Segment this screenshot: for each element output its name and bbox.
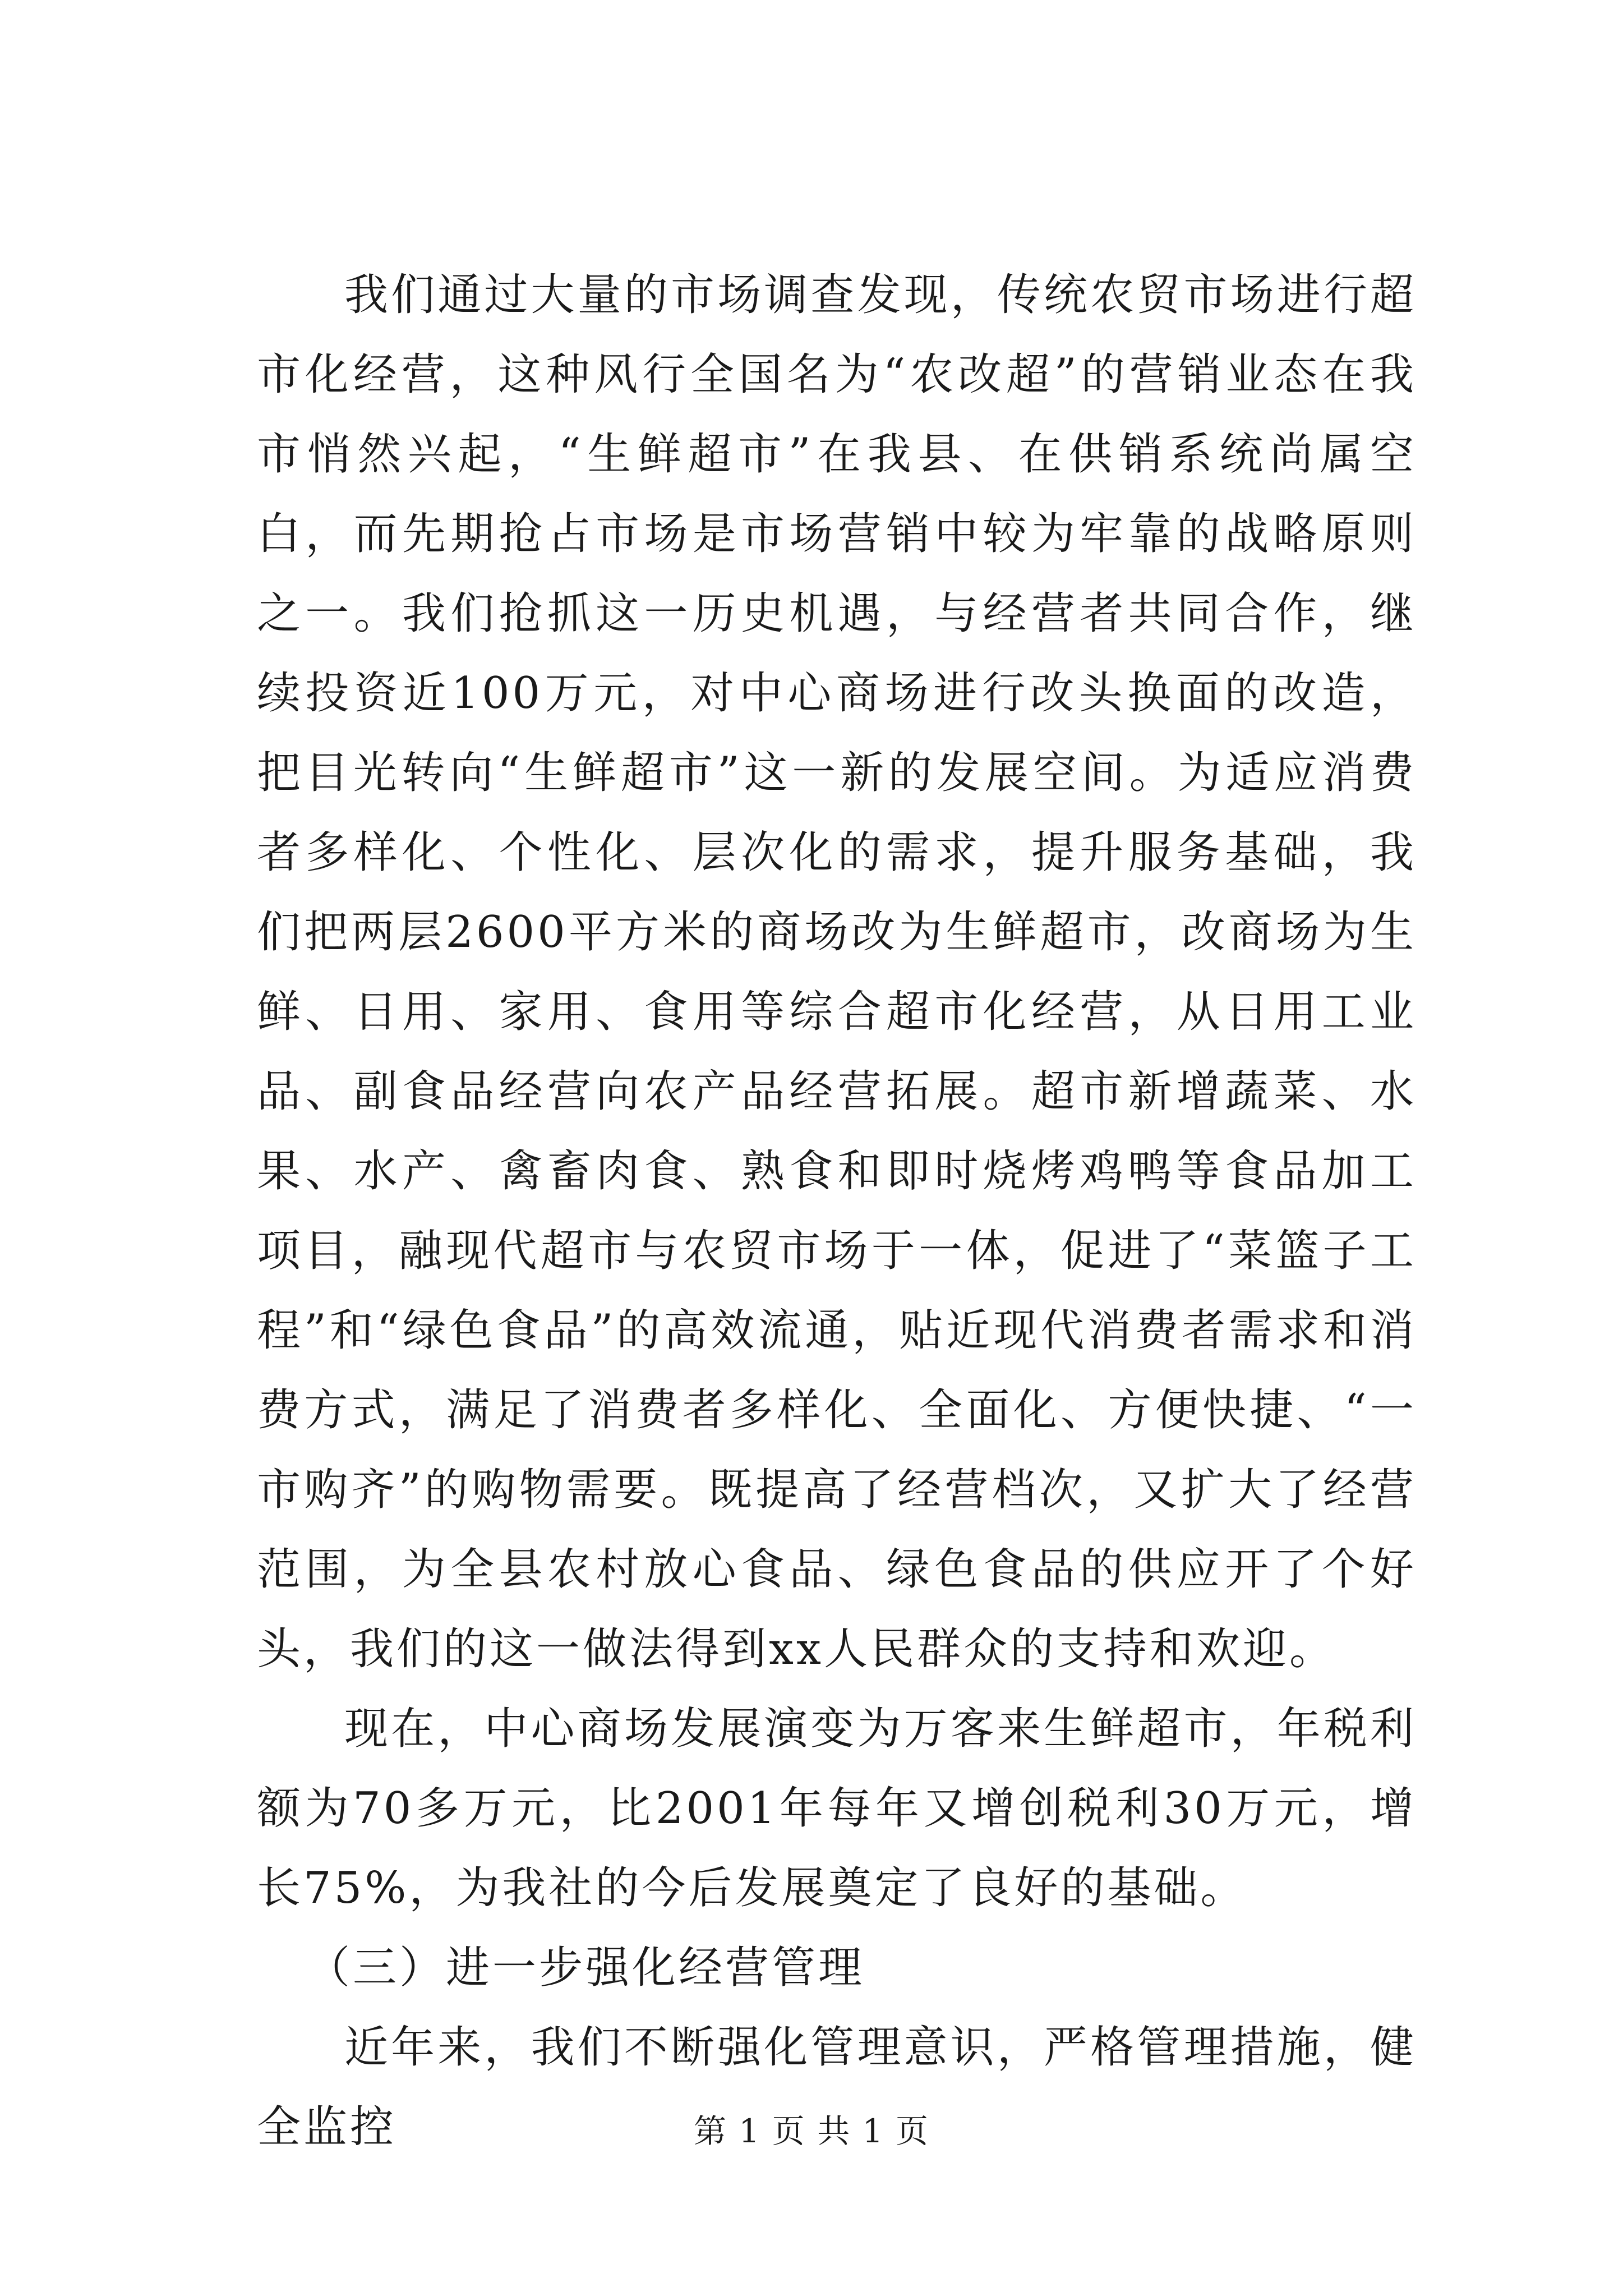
section-heading: （三）进一步强化经营管理 [306, 1943, 865, 1993]
document-body [257, 255, 1417, 2167]
paragraph-current-status: 现在，中心商场发展演变为万客来生鲜超市，年税利额为70多万元，比2001年每年又增创税利30万元，增长75%，为我社的今后发展奠定了良好的基础。 [257, 1704, 1417, 1913]
paragraph-management: 近年来，我们不断强化管理意识，严格管理措施，健全监控 [257, 2022, 1417, 2152]
paragraph-market-research: 我们通过大量的市场调查发现，传统农贸市场进行超市化经营，这种风行全国名为“农改超”的营销业态在我市悄然兴起，“生鲜超市”在我县、在供销系统尚属空白，而先期抢占市场是市场营销中较为牢靠的战略原则之一。我们抢抓这一历史机遇，与经营者共同合作，继续投资近100万元，对中心商场进行改头换面的改造，把目光转向“生鲜超市”这一新的发展空间。为适应消费者多样化、个性化、层次化的需求，提升服务基础，我们把两层2600平方米的商场改为生鲜超市，改商场为生鲜、日用、家用、食用等综合超市化经营，从日用工业品、副食品经营向农产品经营拓展。超市新增蔬菜、水果、水产、禽畜肉食、熟食和即时烧烤鸡鸭等食品加工项目，融现代超市与农贸市场于一体，促进了“菜篮子工程”和“绿色食品”的高效流通，贴近现代消费者需求和消费方式，满足了消费者多样化、全面化、方便快捷、“一市购齐”的购物需要。既提高了经营档次，又扩大了经营范围，为全县农村放心食品、绿色食品的供应开了个好头，我们的这一做法得到xx人民群众的支持和欢迎。 [257, 270, 1417, 1674]
page-footer: 第 1 页 共 1 页 [694, 2112, 929, 2150]
